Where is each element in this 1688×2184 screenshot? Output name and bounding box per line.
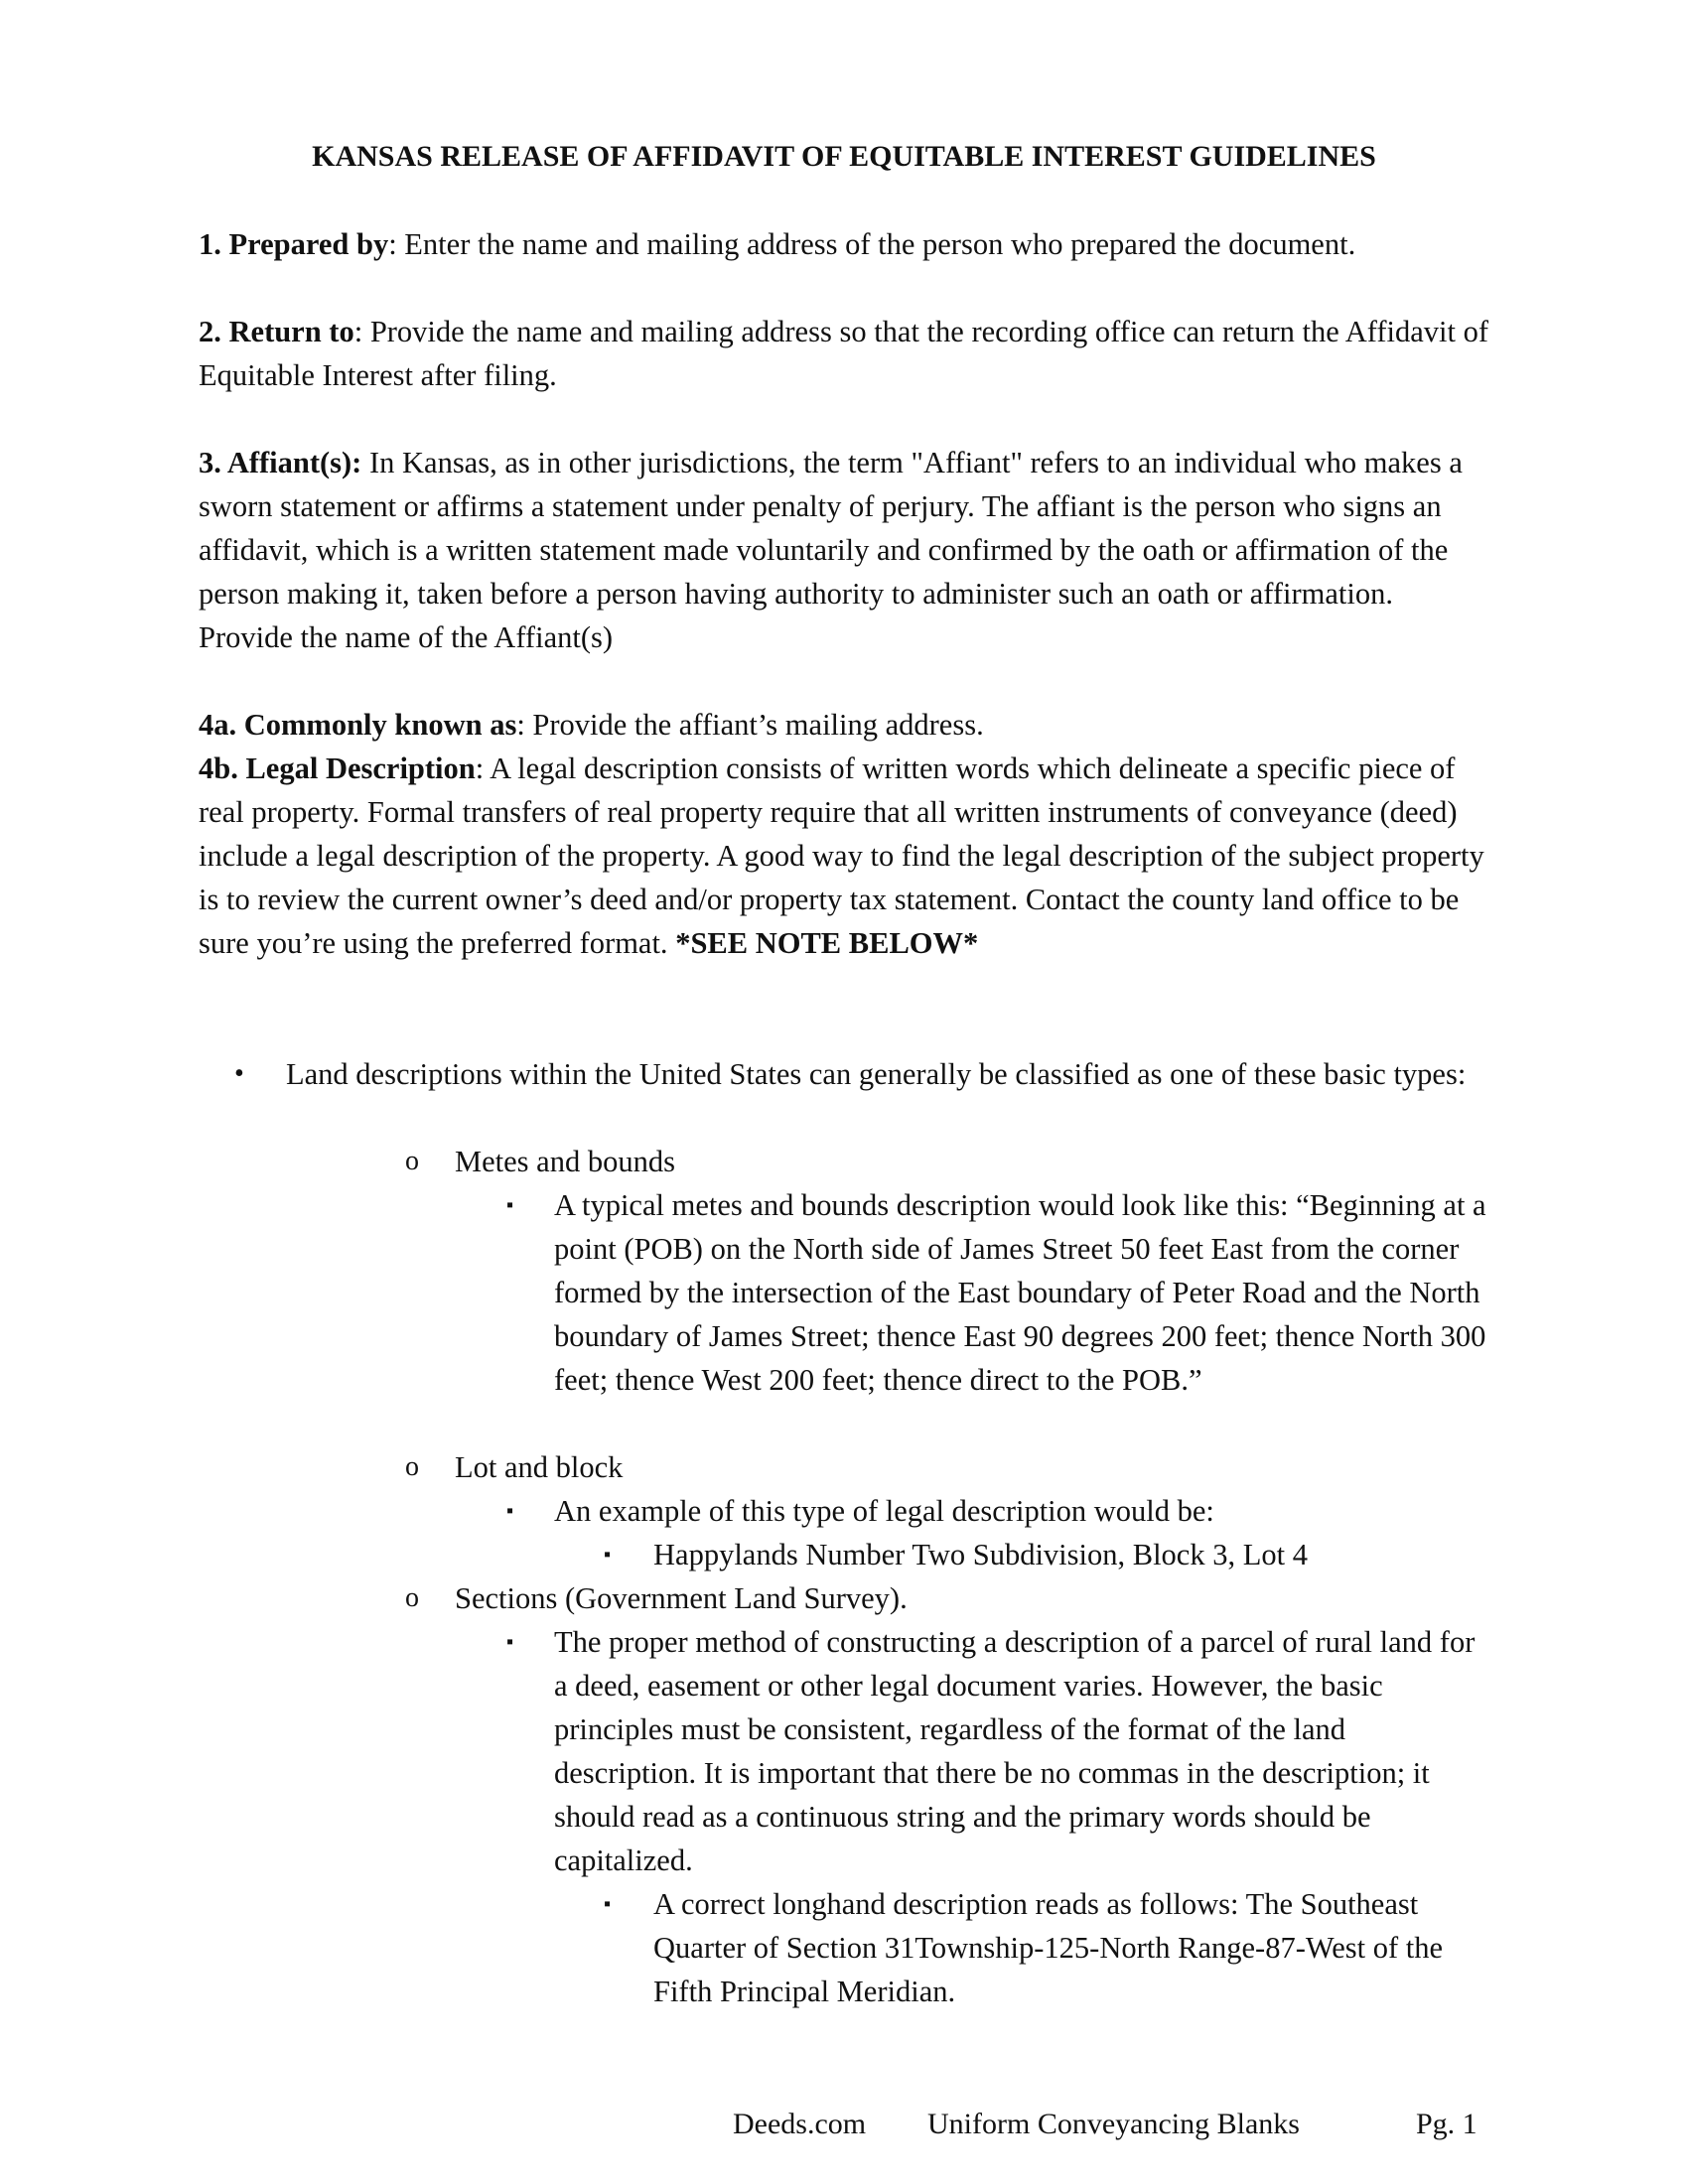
list-item-text: Sections (Government Land Survey). <box>455 1581 908 1615</box>
document-title: KANSAS RELEASE OF AFFIDAVIT OF EQUITABLE INTEREST GUIDELINES <box>312 140 1376 173</box>
footer-page-number: Pg. 1 <box>1416 2108 1477 2140</box>
list-item-text: The proper method of constructing a description of a parcel of rural land for a deed, easement or other legal document varies. However, the basic principles must be consistent, regardless of the format of the land description. It is important that there be no commas in the description; it should read as a continuous string and the primary words should be capitalized. <box>554 1625 1476 1877</box>
section-label: 4b. Legal Description <box>199 751 476 785</box>
list-item-text: An example of this type of legal description would be: <box>554 1494 1214 1528</box>
circle-bullet-icon: o <box>405 1451 419 1482</box>
section-label: 4a. Commonly known as <box>199 708 517 742</box>
section-text: : Provide the name and mailing address so that the recording office can return the Affidavit of Equitable Interest after filing. <box>199 315 1488 392</box>
section-label: 2. Return to <box>199 315 354 348</box>
footer-form-name: Uniform Conveyancing Blanks <box>927 2108 1300 2140</box>
list-item-text: A correct longhand description reads as follows: The Southeast Quarter of Section 31Township-125-North Range-87-West of the Fifth Principal Meridian. <box>653 1887 1443 2008</box>
section-affiants <box>199 441 1489 659</box>
square-bullet-icon: ▪ <box>604 1893 612 1915</box>
section-text: In Kansas, as in other jurisdictions, the term "Affiant" refers to an individual who makes a sworn statement or affirms a statement under penalty of perjury. The affiant is the person who signs an affidavit, which is a written statement made voluntarily and confirmed by the oath or affirmation of the person making it, taken before a person having authority to administer such an oath or affirmation. Provide the name of the Affiant(s) <box>199 446 1463 654</box>
square-bullet-icon: ▪ <box>506 1194 514 1216</box>
list-item-text: Metes and bounds <box>455 1145 675 1178</box>
page-footer <box>0 2103 1688 2146</box>
square-bullet-icon: ▪ <box>506 1500 514 1522</box>
section-prepared-by <box>199 222 1489 266</box>
list-item-text: Land descriptions within the United States can generally be classified as one of these basic types: <box>286 1057 1467 1091</box>
see-note-below: *SEE NOTE BELOW* <box>675 926 979 960</box>
square-bullet-icon: ▪ <box>506 1631 514 1653</box>
section-legal-description <box>199 747 1489 965</box>
circle-bullet-icon: o <box>405 1146 419 1176</box>
disc-bullet-icon: • <box>234 1058 244 1089</box>
list-item-text: A typical metes and bounds description would look like this: “Beginning at a point (POB) on the North side of James Street 50 feet East from the corner formed by the intersection of the East boundary of Peter Road and the North boundary of James Street; thence East 90 degrees 200 feet; thence North 300 feet; thence West 200 feet; thence direct to the POB.” <box>554 1188 1486 1397</box>
footer-site: Deeds.com <box>733 2108 867 2140</box>
section-return-to <box>199 310 1489 397</box>
section-text: : Enter the name and mailing address of the person who prepared the document. <box>388 227 1356 261</box>
circle-bullet-icon: o <box>405 1582 419 1613</box>
section-label: 3. Affiant(s): <box>199 446 362 479</box>
list-item-text: Lot and block <box>455 1450 624 1484</box>
square-bullet-icon: ▪ <box>604 1544 612 1566</box>
section-commonly-known-as <box>199 703 1489 747</box>
section-text: : A legal description consists of written words which delineate a specific piece of real property. Formal transfers of real property require that all written instruments of conveyance (deed) include a legal description of the property. A good way to find the legal description of the subject property is to review the current owner’s deed and/or property tax statement. Contact the county land office to be sure you’re using the preferred format. <box>199 751 1484 960</box>
list-item-text: Happylands Number Two Subdivision, Block 3, Lot 4 <box>653 1538 1308 1571</box>
section-text: : Provide the affiant’s mailing address. <box>516 708 984 742</box>
section-label: 1. Prepared by <box>199 227 389 261</box>
